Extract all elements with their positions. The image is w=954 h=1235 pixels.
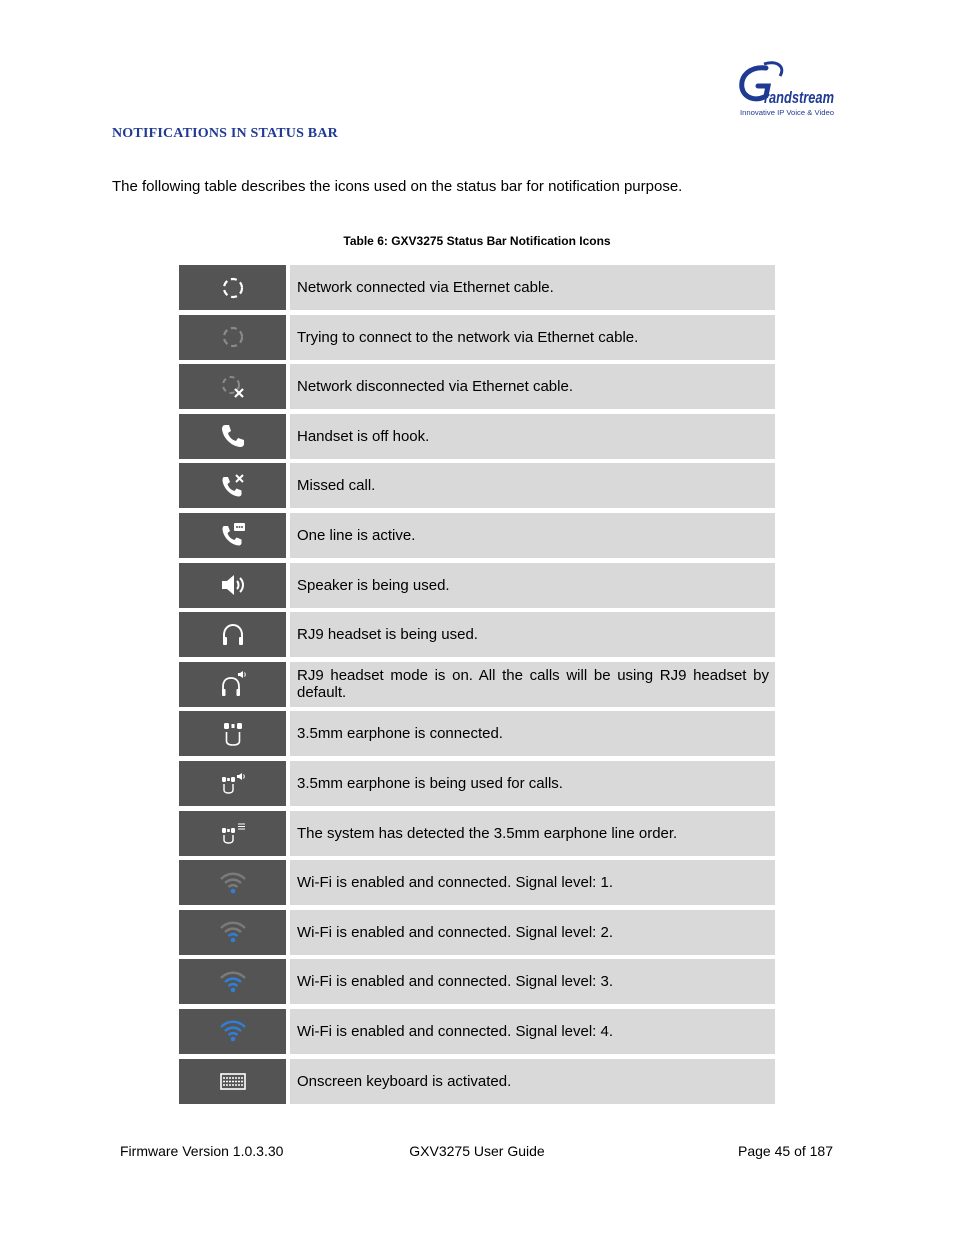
- footer-guide-title: GXV3275 User Guide: [409, 1143, 545, 1159]
- table-row: [179, 265, 775, 310]
- icon-cell: [179, 463, 286, 508]
- section-title: NOTIFICATIONS IN STATUS BAR: [112, 126, 338, 141]
- missed-call-icon: [218, 471, 248, 501]
- ethernet-disconnected-icon: [218, 372, 248, 402]
- icon-cell: [179, 959, 286, 1004]
- description-cell: Trying to connect to the network via Ethernet cable.: [290, 315, 775, 360]
- handset-off-hook-icon: [218, 421, 248, 451]
- icon-cell: [179, 364, 286, 409]
- icon-cell: [179, 414, 286, 459]
- grandstream-logo: [736, 60, 836, 118]
- footer-firmware-version: Firmware Version 1.0.3.30: [120, 1143, 284, 1159]
- table-row: [179, 563, 775, 608]
- table-row: [179, 1009, 775, 1054]
- icon-cell: [179, 1009, 286, 1054]
- icon-cell: [179, 1059, 286, 1104]
- description-cell: Network connected via Ethernet cable.: [290, 265, 775, 310]
- earphone-connected-icon: [218, 719, 248, 749]
- table-row: [179, 761, 775, 806]
- icon-cell: [179, 265, 286, 310]
- description-cell: Handset is off hook.: [290, 414, 775, 459]
- description-cell: Network disconnected via Ethernet cable.: [290, 364, 775, 409]
- rj9-headset-mode-icon: [218, 669, 248, 699]
- description-cell: One line is active.: [290, 513, 775, 558]
- ethernet-connected-icon: [218, 273, 248, 303]
- description-cell: RJ9 headset is being used.: [290, 612, 775, 657]
- table-row: [179, 612, 775, 657]
- description-cell: 3.5mm earphone is being used for calls.: [290, 761, 775, 806]
- speaker-icon: [218, 570, 248, 600]
- footer-page-number: Page 45 of 187: [738, 1143, 833, 1159]
- icon-cell: [179, 910, 286, 955]
- description-cell: Wi-Fi is enabled and connected. Signal level: 3.: [290, 959, 775, 1004]
- notification-icons-table: [179, 265, 775, 1108]
- table-caption: Table 6: GXV3275 Status Bar Notification Icons: [343, 234, 611, 248]
- wifi-signal-1-icon: [218, 868, 248, 898]
- table-row: [179, 662, 775, 707]
- description-cell: RJ9 headset mode is on. All the calls will be using RJ9 headset by default.: [290, 662, 775, 707]
- description-cell: Wi-Fi is enabled and connected. Signal level: 4.: [290, 1009, 775, 1054]
- description-cell: Wi-Fi is enabled and connected. Signal level: 2.: [290, 910, 775, 955]
- table-row: [179, 860, 775, 905]
- icon-cell: [179, 711, 286, 756]
- description-cell: The system has detected the 3.5mm earphone line order.: [290, 811, 775, 856]
- icon-cell: [179, 761, 286, 806]
- table-row: [179, 1059, 775, 1104]
- table-row: [179, 811, 775, 856]
- table-row: [179, 711, 775, 756]
- wifi-signal-2-icon: [218, 917, 248, 947]
- line-active-icon: [218, 520, 248, 550]
- icon-cell: [179, 662, 286, 707]
- icon-cell: [179, 612, 286, 657]
- table-row: [179, 513, 775, 558]
- wifi-signal-3-icon: [218, 967, 248, 997]
- icon-cell: [179, 860, 286, 905]
- rj9-headset-icon: [218, 620, 248, 650]
- table-row: [179, 414, 775, 459]
- description-cell: Missed call.: [290, 463, 775, 508]
- description-cell: Onscreen keyboard is activated.: [290, 1059, 775, 1104]
- description-cell: Speaker is being used.: [290, 563, 775, 608]
- description-cell: Wi-Fi is enabled and connected. Signal level: 1.: [290, 860, 775, 905]
- table-row: [179, 910, 775, 955]
- table-row: [179, 959, 775, 1004]
- table-row: [179, 463, 775, 508]
- intro-paragraph: The following table describes the icons used on the status bar for notification purpose.: [112, 178, 683, 195]
- icon-cell: [179, 513, 286, 558]
- wifi-signal-4-icon: [218, 1016, 248, 1046]
- icon-cell: [179, 315, 286, 360]
- svg-text:randstream: randstream: [764, 88, 834, 107]
- earphone-line-order-icon: [218, 818, 248, 848]
- ethernet-connecting-icon: [218, 322, 248, 352]
- table-row: [179, 315, 775, 360]
- icon-cell: [179, 563, 286, 608]
- description-cell: 3.5mm earphone is connected.: [290, 711, 775, 756]
- icon-cell: [179, 811, 286, 856]
- earphone-in-use-icon: [218, 768, 248, 798]
- onscreen-keyboard-icon: [218, 1066, 248, 1096]
- svg-text:Innovative IP Voice & Video: Innovative IP Voice & Video: [740, 110, 835, 117]
- table-row: [179, 364, 775, 409]
